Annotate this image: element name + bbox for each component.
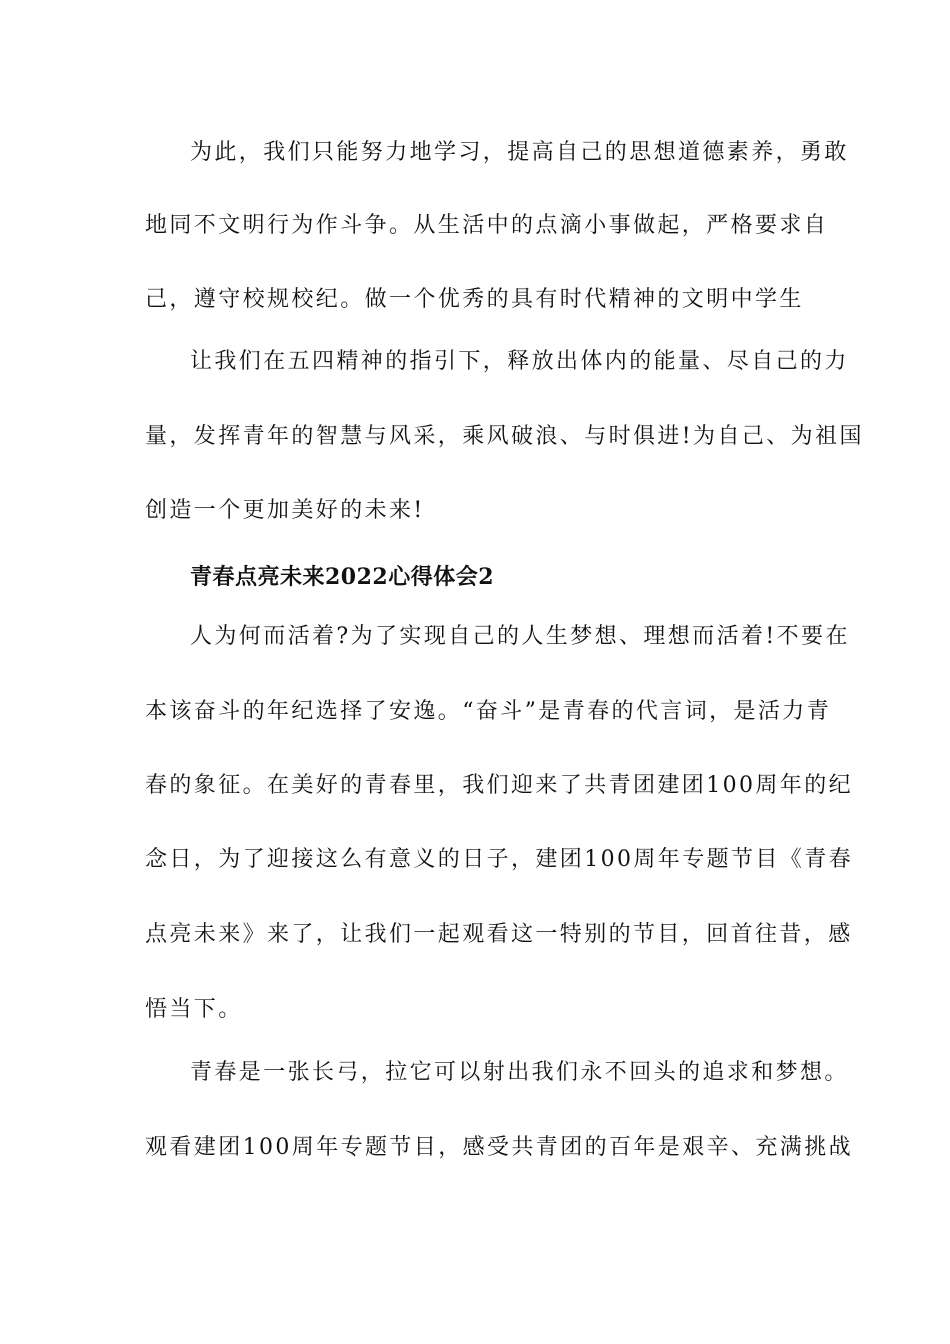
paragraph-line: 春的象征。在美好的青春里，我们迎来了共青团建团100周年的纪 [145,773,853,798]
paragraph-line: 地同不文明行为作斗争。从生活中的点滴小事做起，严格要求自 [145,213,829,238]
paragraph-line: 悟当下。 [145,997,243,1022]
paragraph-line: 观看建团100周年专题节目，感受共青团的百年是艰辛、充满挑战 [145,1135,853,1160]
paragraph-line: 青春是一张长弓，拉它可以射出我们永不回头的追求和梦想。 [190,1060,849,1085]
paragraph-line: 己，遵守校规校纪。做一个优秀的具有时代精神的文明中学生 [145,287,804,312]
paragraph-line: 人为何而活着?为了实现自己的人生梦想、理想而活着!不要在 [190,624,850,649]
paragraph-line: 念日，为了迎接这么有意义的日子，建团100周年专题节目《青春 [145,847,853,872]
paragraph-line: 量，发挥青年的智慧与风采，乘风破浪、与时俱进!为自己、为祖国 [145,424,864,449]
paragraph-line: 创造一个更加美好的未来! [145,498,425,523]
paragraph-line: 本该奋斗的年纪选择了安逸。“奋斗”是青春的代言词，是活力青 [145,699,832,724]
paragraph-line: 为此，我们只能努力地学习，提高自己的思想道德素养，勇敢 [190,140,849,165]
section-heading: 青春点亮未来2022心得体会2 [190,564,495,590]
paragraph-line: 让我们在五四精神的指引下，释放出体内的能量、尽自己的力 [190,349,849,374]
paragraph-line: 点亮未来》来了，让我们一起观看这一特别的节目，回首往昔，感 [145,922,853,947]
